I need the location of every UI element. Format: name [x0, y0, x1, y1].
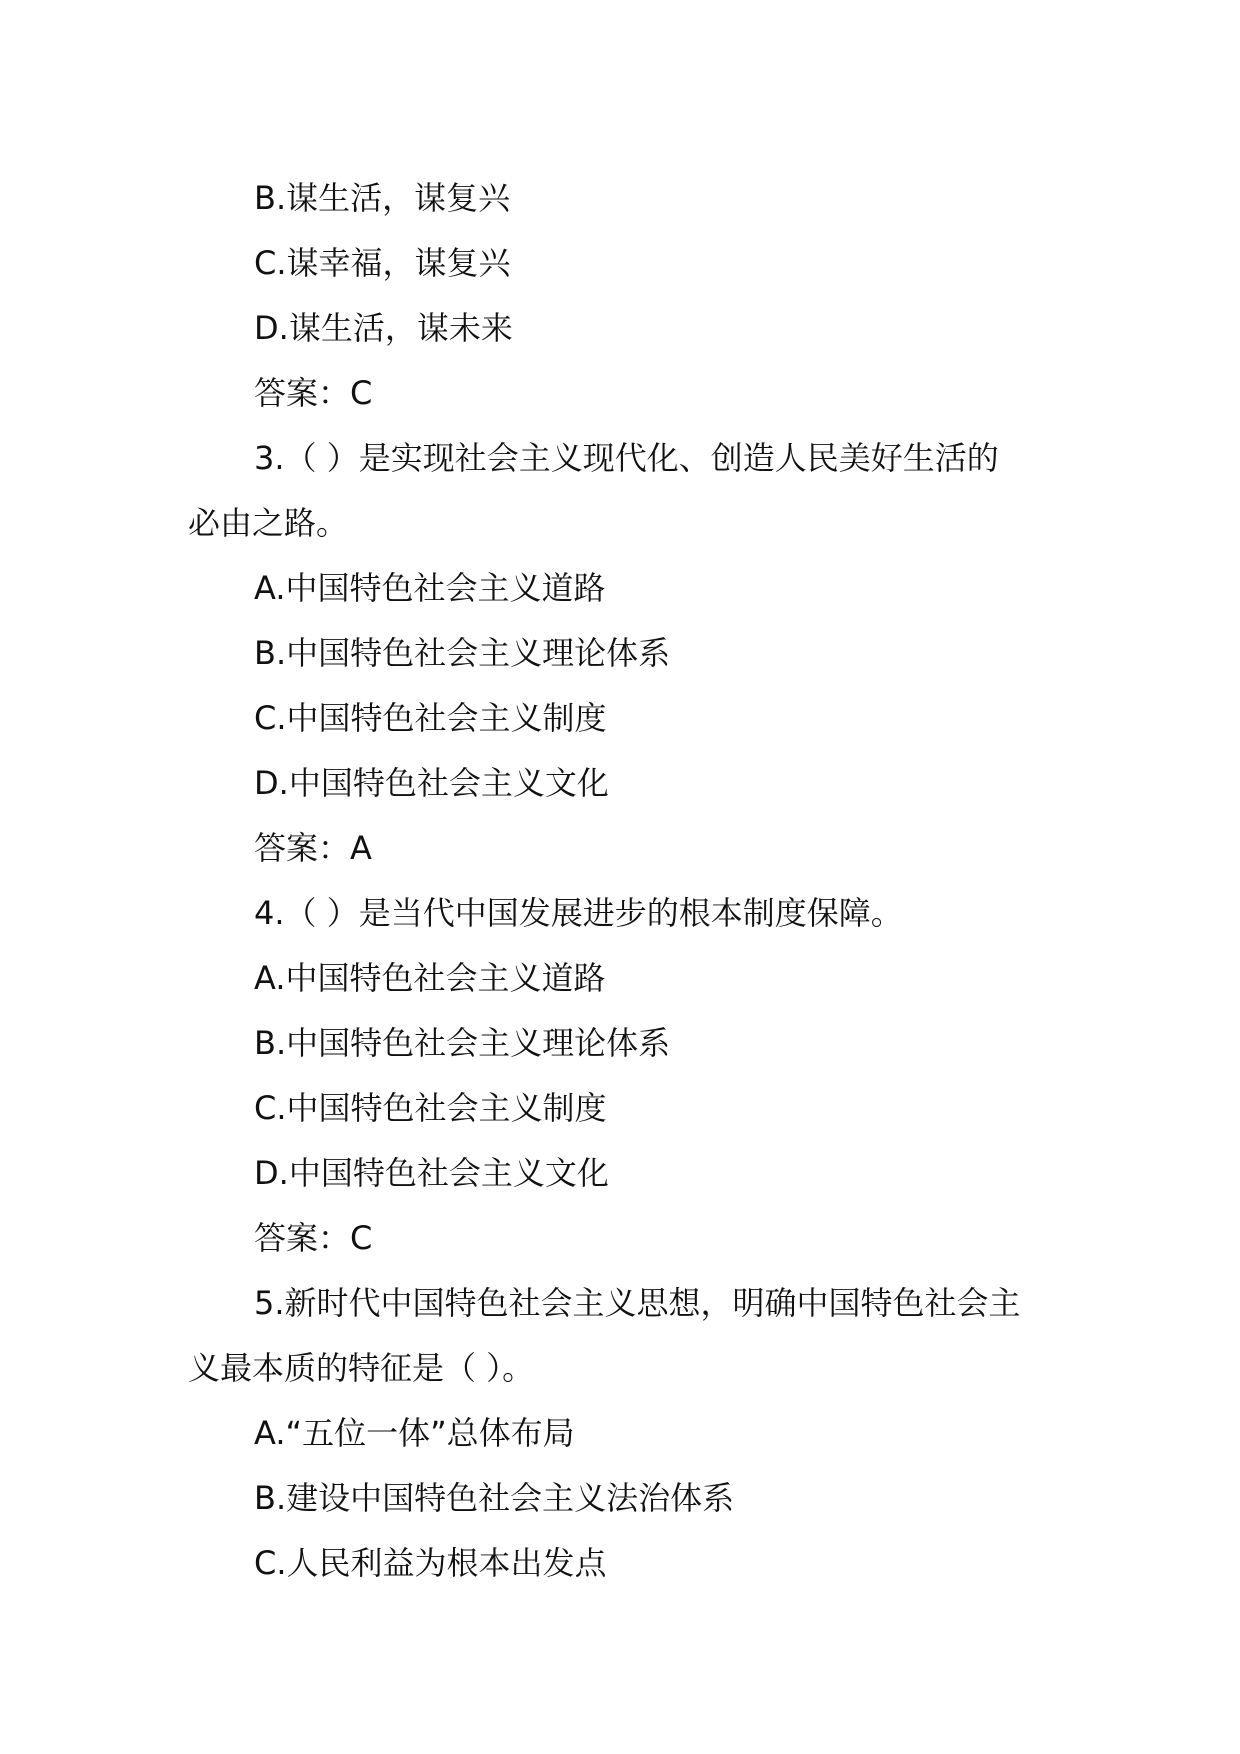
answer-line: 答案：C [254, 1219, 373, 1257]
option-line: B.谋生活，谋复兴 [254, 179, 511, 217]
option-line: A.“五位一体”总体布局 [254, 1414, 575, 1452]
question-line: 3.（ ）是实现社会主义现代化、创造人民美好生活的 [254, 439, 999, 477]
option-line: C.人民利益为根本出发点 [254, 1544, 607, 1582]
option-line: D.中国特色社会主义文化 [254, 764, 609, 802]
option-line: D.中国特色社会主义文化 [254, 1154, 609, 1192]
option-line: A.中国特色社会主义道路 [254, 959, 606, 997]
document-body [188, 166, 1058, 1596]
option-line: C.中国特色社会主义制度 [254, 699, 607, 737]
question-line: 4.（ ）是当代中国发展进步的根本制度保障。 [254, 894, 903, 932]
question-line: 5.新时代中国特色社会主义思想，明确中国特色社会主 [254, 1284, 1021, 1322]
option-line: C.中国特色社会主义制度 [254, 1089, 607, 1127]
answer-line: 答案：C [254, 374, 373, 412]
option-line: B.建设中国特色社会主义法治体系 [254, 1479, 735, 1517]
option-line: B.中国特色社会主义理论体系 [254, 634, 671, 672]
answer-line: 答案：A [254, 829, 372, 867]
option-line: A.中国特色社会主义道路 [254, 569, 606, 607]
question-continuation: 必由之路。 [188, 504, 349, 542]
option-line: C.谋幸福，谋复兴 [254, 244, 511, 282]
option-line: D.谋生活，谋未来 [254, 309, 513, 347]
question-continuation: 义最本质的特征是（ ）。 [188, 1349, 535, 1387]
option-line: B.中国特色社会主义理论体系 [254, 1024, 671, 1062]
